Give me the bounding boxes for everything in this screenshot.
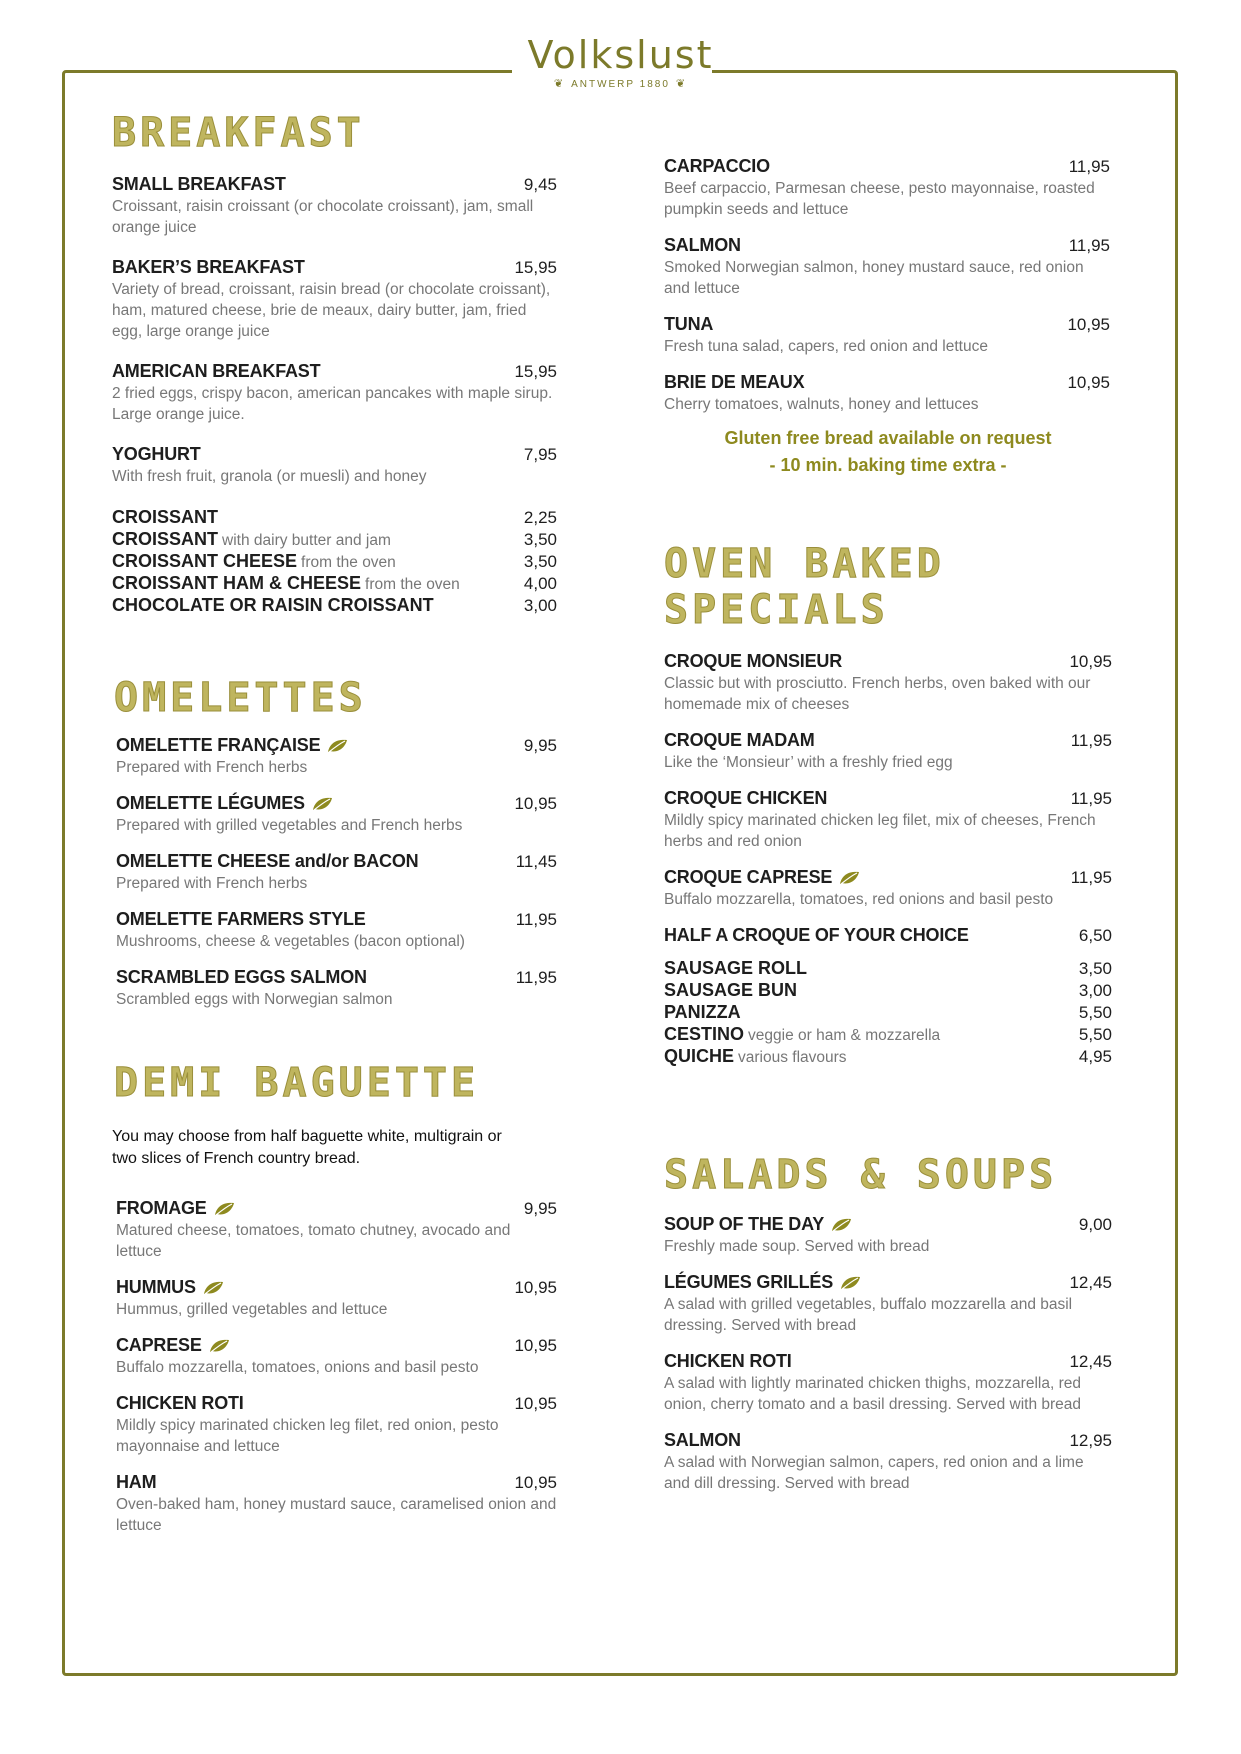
menu-item-description: A salad with Norwegian salmon, capers, red onion and a lime and dill dressing. Served with bread bbox=[664, 1454, 1084, 1492]
menu-item-name: AMERICAN BREAKFAST bbox=[112, 361, 321, 381]
menu-item-name: CHICKEN ROTI bbox=[116, 1393, 244, 1413]
menu-item-description: Smoked Norwegian salmon, honey mustard sauce, red onion and lettuce bbox=[664, 259, 1084, 297]
menu-item-description: from the oven bbox=[365, 576, 460, 593]
menu-item bbox=[116, 1472, 557, 1536]
menu-item-price: 7,95 bbox=[523, 445, 557, 464]
menu-item bbox=[664, 1272, 1112, 1336]
baguette-note: You may choose from half baguette white, multigrain or two slices of French country bread. bbox=[112, 1128, 502, 1167]
menu-item-description: Scrambled eggs with Norwegian salmon bbox=[116, 991, 393, 1008]
menu-item-description: Like the ‘Monsieur’ with a freshly fried egg bbox=[664, 754, 953, 771]
menu-item-description: Mildly spicy marinated chicken leg filet, red onion, pesto mayonnaise and lettuce bbox=[116, 1417, 499, 1455]
menu-item bbox=[116, 1393, 557, 1457]
menu-item-name: QUICHE bbox=[664, 1046, 735, 1066]
menu-item-name: OMELETTE FRANÇAISE bbox=[116, 735, 348, 756]
menu-item-name: SAUSAGE BUN bbox=[664, 980, 798, 1000]
menu-item bbox=[664, 1046, 1112, 1068]
menu-item-name: CAPRESE bbox=[116, 1335, 230, 1356]
menu-item-name: CHICKEN ROTI bbox=[664, 1351, 792, 1371]
menu-item bbox=[116, 1198, 557, 1262]
menu-item-name: BRIE DE MEAUX bbox=[664, 372, 805, 392]
menu-item-name: CROISSANT CHEESE bbox=[112, 551, 298, 571]
menu-item-description: 2 fried eggs, crispy bacon, american pancakes with maple sirup. Large orange juice. bbox=[112, 385, 553, 423]
menu-item-name: OMELETTE CHEESE and/or BACON bbox=[116, 851, 419, 871]
menu-item bbox=[664, 867, 1112, 910]
menu-item-description: various flavours bbox=[738, 1049, 847, 1066]
menu-item bbox=[664, 156, 1110, 220]
menu-item-name: CROQUE CAPRESE bbox=[664, 867, 860, 888]
menu-item-price: 10,95 bbox=[1067, 315, 1110, 334]
menu-item-price: 10,95 bbox=[514, 1473, 557, 1492]
menu-item-name: SALMON bbox=[664, 1430, 741, 1450]
brand-logo bbox=[0, 34, 1241, 90]
menu-item-price: 9,00 bbox=[1078, 1215, 1112, 1234]
menu-item bbox=[116, 1277, 557, 1320]
menu-item-price: 11,95 bbox=[1068, 236, 1110, 255]
menu-item-name: OMELETTE FARMERS STYLE bbox=[116, 909, 366, 929]
menu-item bbox=[116, 793, 557, 836]
menu-item-price: 12,45 bbox=[1069, 1273, 1112, 1292]
menu-item-name: BAKER’S BREAKFAST bbox=[112, 257, 305, 277]
menu-item-price: 3,00 bbox=[523, 596, 557, 615]
menu-item bbox=[664, 1351, 1112, 1415]
menu-item-name: SOUP OF THE DAY bbox=[664, 1214, 852, 1235]
menu-item-name: HALF A CROQUE OF YOUR CHOICE bbox=[664, 925, 969, 945]
menu-item-description: Prepared with French herbs bbox=[116, 875, 308, 892]
menu-item-price: 11,95 bbox=[1068, 157, 1110, 176]
menu-item-name: CESTINO bbox=[664, 1024, 745, 1044]
vegetarian-leaf-icon bbox=[839, 1275, 861, 1291]
menu-item-price: 10,95 bbox=[1069, 652, 1112, 671]
menu-item-price: 11,95 bbox=[1070, 731, 1112, 750]
menu-item-description: Croissant, raisin croissant (or chocolate croissant), jam, small orange juice bbox=[112, 198, 534, 236]
menu-item bbox=[664, 1430, 1112, 1494]
menu-item bbox=[112, 257, 557, 342]
menu-item-name: HAM bbox=[116, 1472, 157, 1492]
menu-item-description: Classic but with prosciutto. French herbs, oven baked with our homemade mix of cheeses bbox=[664, 675, 1091, 713]
menu-item-price: 5,50 bbox=[1078, 1003, 1112, 1022]
menu-item-price: 12,45 bbox=[1069, 1352, 1112, 1371]
menu-item-description: Mildly spicy marinated chicken leg filet, mix of cheeses, French herbs and red onion bbox=[664, 812, 1096, 850]
menu-item-description: Oven-baked ham, honey mustard sauce, caramelised onion and lettuce bbox=[116, 1496, 557, 1534]
menu-item bbox=[116, 851, 557, 894]
menu-item-name: LÉGUMES GRILLÉS bbox=[664, 1272, 861, 1293]
menu-item-name: SCRAMBLED EGGS SALMON bbox=[116, 967, 367, 987]
menu-item-price: 9,95 bbox=[523, 1199, 557, 1218]
menu-item bbox=[116, 967, 557, 1010]
menu-item-description: Mushrooms, cheese & vegetables (bacon optional) bbox=[116, 933, 465, 950]
menu-item bbox=[664, 958, 1112, 980]
menu-item-name: CARPACCIO bbox=[664, 156, 770, 176]
menu-item-description: Freshly made soup. Served with bread bbox=[664, 1238, 930, 1255]
menu-item-price: 9,45 bbox=[523, 175, 557, 194]
vegetarian-leaf-icon bbox=[838, 870, 860, 886]
menu-item-price: 10,95 bbox=[514, 794, 557, 813]
menu-item-description: with dairy butter and jam bbox=[222, 532, 391, 549]
menu-item-name: PANIZZA bbox=[664, 1002, 741, 1022]
menu-item-price: 6,50 bbox=[1078, 926, 1112, 945]
section-title-demi-baguette: DEMI BAGUETTE bbox=[114, 1060, 480, 1106]
menu-item bbox=[664, 1214, 1112, 1257]
menu-item-price: 11,95 bbox=[515, 968, 557, 987]
menu-item bbox=[664, 372, 1110, 415]
oven-extras-list bbox=[664, 958, 1112, 1068]
menu-item bbox=[112, 529, 557, 551]
vegetarian-leaf-icon bbox=[208, 1338, 230, 1354]
baguette-more-list bbox=[664, 156, 1110, 415]
menu-item bbox=[664, 314, 1110, 357]
menu-item bbox=[112, 551, 557, 573]
menu-item-name: FROMAGE bbox=[116, 1198, 235, 1219]
menu-item-name: CHOCOLATE OR RAISIN CROISSANT bbox=[112, 595, 434, 615]
menu-item-price: 15,95 bbox=[514, 362, 557, 381]
menu-item bbox=[112, 361, 557, 425]
section-title-breakfast: BREAKFAST bbox=[112, 110, 365, 156]
menu-item-description: With fresh fruit, granola (or muesli) and honey bbox=[112, 468, 427, 485]
vegetarian-leaf-icon bbox=[830, 1217, 852, 1233]
menu-item-description: Matured cheese, tomatoes, tomato chutney, avocado and lettuce bbox=[116, 1222, 511, 1260]
menu-item-name: CROQUE MONSIEUR bbox=[664, 651, 843, 671]
section-title-oven-baked-specials: OVEN BAKED SPECIALS bbox=[664, 541, 945, 633]
menu-item bbox=[664, 651, 1112, 715]
brand-subtitle: ANTWERP 1880 bbox=[571, 79, 670, 90]
menu-item-price: 2,25 bbox=[523, 508, 557, 527]
vegetarian-leaf-icon bbox=[213, 1201, 235, 1217]
vegetarian-leaf-icon bbox=[326, 738, 348, 754]
menu-item-description: Prepared with French herbs bbox=[116, 759, 308, 776]
menu-item bbox=[112, 573, 557, 595]
menu-item-price: 3,50 bbox=[523, 552, 557, 571]
menu-item-description: from the oven bbox=[301, 554, 396, 571]
menu-item-name: SALMON bbox=[664, 235, 741, 255]
menu-item-price: 9,95 bbox=[523, 736, 557, 755]
menu-item-name: SAUSAGE ROLL bbox=[664, 958, 808, 978]
menu-item bbox=[112, 595, 557, 617]
left-column bbox=[112, 110, 557, 1536]
menu-item-description: A salad with lightly marinated chicken thighs, mozzarella, red onion, cherry tomato and a basil dressing. Served with bread bbox=[664, 1375, 1082, 1413]
menu-item-price: 3,50 bbox=[523, 530, 557, 549]
menu-item-price: 15,95 bbox=[514, 258, 557, 277]
menu-item bbox=[664, 1024, 1112, 1046]
right-column bbox=[664, 156, 1112, 1494]
omelette-list bbox=[116, 735, 557, 1010]
breakfast-list bbox=[112, 174, 557, 487]
menu-item-price: 10,95 bbox=[514, 1394, 557, 1413]
menu-item-price: 4,00 bbox=[523, 574, 557, 593]
menu-item bbox=[664, 980, 1112, 1002]
menu-item bbox=[116, 735, 557, 778]
menu-item-name: HUMMUS bbox=[116, 1277, 224, 1298]
vegetarian-leaf-icon bbox=[202, 1280, 224, 1296]
menu-item-name: TUNA bbox=[664, 314, 714, 334]
menu-item bbox=[664, 788, 1112, 852]
menu-item-price: 3,00 bbox=[1078, 981, 1112, 1000]
menu-item-name: CROISSANT bbox=[112, 507, 219, 527]
menu-item-price: 11,95 bbox=[515, 910, 557, 929]
menu-item-price: 11,45 bbox=[515, 852, 557, 871]
salad-list bbox=[664, 1214, 1112, 1494]
menu-item-name: SMALL BREAKFAST bbox=[112, 174, 286, 194]
brand-name: Volkslust bbox=[527, 33, 714, 77]
menu-item-price: 10,95 bbox=[514, 1278, 557, 1297]
menu-item-price: 12,95 bbox=[1069, 1431, 1112, 1450]
leaf-icon: ❦ bbox=[553, 78, 566, 90]
menu-item-description: veggie or ham & mozzarella bbox=[748, 1027, 941, 1044]
menu-item bbox=[116, 909, 557, 952]
menu-item bbox=[664, 730, 1112, 773]
gluten-free-note: Gluten free bread available on request - 10 min. baking time extra - bbox=[724, 428, 1052, 475]
menu-item-description: Hummus, grilled vegetables and lettuce bbox=[116, 1301, 388, 1318]
menu-item-description: Buffalo mozzarella, tomatoes, red onions and basil pesto bbox=[664, 891, 1054, 908]
menu-item-price: 5,50 bbox=[1078, 1025, 1112, 1044]
menu-item-price: 10,95 bbox=[1067, 373, 1110, 392]
menu-item-description: Beef carpaccio, Parmesan cheese, pesto mayonnaise, roasted pumpkin seeds and lettuce bbox=[664, 180, 1095, 218]
menu-item-name: CROISSANT HAM & CHEESE bbox=[112, 573, 362, 593]
menu-item bbox=[112, 174, 557, 238]
menu-item-price: 11,95 bbox=[1070, 789, 1112, 808]
menu-item-name: YOGHURT bbox=[112, 444, 201, 464]
menu-item-description: Buffalo mozzarella, tomatoes, onions and basil pesto bbox=[116, 1359, 479, 1376]
menu-item-name: CROISSANT bbox=[112, 529, 219, 549]
menu-item-price: 3,50 bbox=[1078, 959, 1112, 978]
menu-item bbox=[112, 507, 557, 529]
vegetarian-leaf-icon bbox=[311, 796, 333, 812]
section-title-salads-soups: SALADS & SOUPS bbox=[664, 1152, 1058, 1198]
oven-list bbox=[664, 651, 1112, 946]
menu-item bbox=[112, 444, 557, 487]
menu-item-price: 10,95 bbox=[514, 1336, 557, 1355]
croissant-list bbox=[112, 507, 557, 617]
menu-item-description: Fresh tuna salad, capers, red onion and lettuce bbox=[664, 338, 988, 355]
menu-item-name: CROQUE MADAM bbox=[664, 730, 815, 750]
baguette-list bbox=[116, 1198, 557, 1536]
menu-item bbox=[116, 1335, 557, 1378]
menu-item-price: 11,95 bbox=[1070, 868, 1112, 887]
menu-item-price: 4,95 bbox=[1078, 1047, 1112, 1066]
menu-item-name: CROQUE CHICKEN bbox=[664, 788, 828, 808]
menu-item bbox=[664, 1002, 1112, 1024]
section-title-omelettes: OMELETTES bbox=[114, 675, 367, 721]
menu-item-description: A salad with grilled vegetables, buffalo mozzarella and basil dressing. Served with bread bbox=[664, 1296, 1073, 1334]
menu-item bbox=[664, 925, 1112, 946]
menu-item-description: Cherry tomatoes, walnuts, honey and lettuces bbox=[664, 396, 979, 413]
menu-item-name: OMELETTE LÉGUMES bbox=[116, 793, 333, 814]
menu-item-description: Prepared with grilled vegetables and French herbs bbox=[116, 817, 463, 834]
leaf-icon: ❦ bbox=[675, 78, 688, 90]
menu-item bbox=[664, 235, 1110, 299]
menu-item-description: Variety of bread, croissant, raisin bread (or chocolate croissant), ham, matured cheese, brie de meaux, dairy butter, jam, fried egg, large orange juice bbox=[112, 281, 551, 340]
